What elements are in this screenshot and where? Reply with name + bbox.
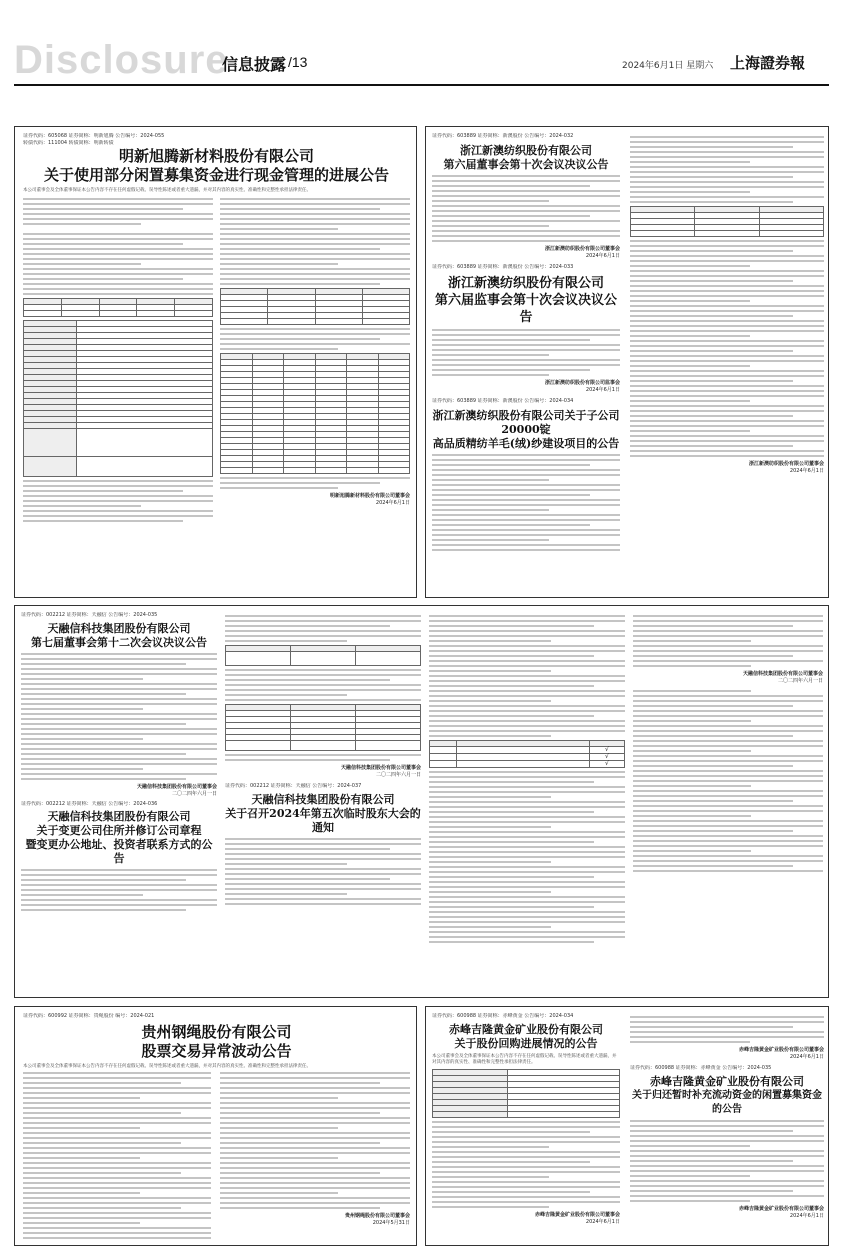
- buyback-table: [432, 1069, 620, 1118]
- page-number: /13: [288, 54, 308, 70]
- announcement-chifeng: [425, 1006, 829, 1246]
- stock-code-line: 证券代码：002212 证券简称：天融信 公告编号：2024-036: [21, 801, 158, 807]
- signature-date: 2024年6月1日: [585, 387, 620, 393]
- xinao-column-left: [432, 133, 620, 593]
- announcement-company: 浙江新澳纺织股份有限公司关于子公司20000锭: [432, 409, 620, 436]
- announcement-title: 第七届董事会第十二次会议决议公告: [31, 636, 207, 649]
- guizhou-column-left: [23, 1069, 211, 1239]
- product-table: [23, 298, 213, 317]
- body-text: [220, 198, 410, 285]
- management-list-table: [220, 353, 410, 474]
- signature-date: 2024年5月31日: [372, 1220, 410, 1226]
- announcement-company: 赤峰吉隆黄金矿业股份有限公司: [650, 1075, 804, 1088]
- tianrong-column-3: [429, 612, 625, 992]
- section-title: 信息披露: [222, 55, 287, 74]
- stock-code-line: 证券代码：603889 证券简称：新澳股份 公告编号：2024-034: [432, 398, 574, 404]
- issuer-signature: 赤峰吉隆黄金矿业股份有限公司董事会: [534, 1212, 620, 1218]
- stock-code-line: 证券代码：605068 证券简称：明新旭腾 公告编号：2024-055: [23, 133, 165, 139]
- announcement-company: 贵州钢绳股份有限公司: [141, 1023, 292, 1041]
- guizhou-column-right: [220, 1069, 410, 1239]
- announcement-company: 赤峰吉隆黄金矿业股份有限公司: [449, 1023, 603, 1036]
- liability-notice: 本公司董事会及全体董事保证本公告内容不存在任何虚假记载、误导性陈述或者重大遗漏，并对其内容的真实性、准确性和完整性承担法律责任。: [23, 1064, 311, 1069]
- stock-code-line: 证券代码：600988 证券简称：赤峰黄金 公告编号：2024-035: [630, 1065, 772, 1071]
- announcement-company: 天融信科技集团股份有限公司: [47, 810, 191, 823]
- body-column-right: [220, 195, 410, 591]
- announcement-title: 关于变更公司住所并修订公司章程: [36, 824, 202, 837]
- chifeng-column-left: [432, 1013, 620, 1241]
- check-mark: √: [589, 754, 624, 761]
- issuer-signature: 贵州钢绳股份有限公司董事会: [344, 1213, 410, 1219]
- issuer-signature: 明新旭腾新材料股份有限公司董事会: [329, 493, 410, 499]
- masthead-rule: [14, 84, 829, 86]
- charter-amendment-table: [225, 645, 421, 666]
- announcement-company: 天融信科技集团股份有限公司: [251, 793, 395, 806]
- issuer-signature: 浙江新澳纺织股份有限公司监事会: [544, 380, 620, 386]
- announcement-title: 高品质精纺羊毛(绒)纱建设项目的公告: [432, 437, 620, 450]
- announcement-mingxin: [14, 126, 417, 598]
- tianrong-column-2: [225, 612, 421, 992]
- announcement-company: 明新旭腾新材料股份有限公司: [118, 147, 314, 165]
- issuer-signature: 天融信科技集团股份有限公司董事会: [742, 671, 823, 677]
- announcement-company: 浙江新澳纺织股份有限公司: [447, 276, 604, 291]
- announcement-guizhou: [14, 1006, 417, 1246]
- stock-code-line: 证券代码：600988 证券简称：赤峰黄金 公告编号：2024-034: [432, 1013, 574, 1019]
- liability-notice: 本公司董事会及全体董事保证本公告内容不存在任何虚假记载、误导性陈述或者重大遗漏，并对其内容的真实性、准确性和完整性承担法律责任。: [432, 1054, 617, 1065]
- check-mark: √: [589, 761, 624, 768]
- announcement-title: 关于归还暂时补充流动资金的闲置募集资金的公告: [632, 1090, 822, 1115]
- investment-table: [630, 206, 824, 237]
- issuer-signature: 赤峰吉隆黄金矿业股份有限公司董事会: [738, 1047, 824, 1053]
- announcement-title: 关于股份回购进展情况的公告: [454, 1037, 598, 1050]
- signature-date: 二〇二四年六月一日: [171, 791, 217, 797]
- stock-code-line: 证券代码：603889 证券简称：新澳股份 公告编号：2024-033: [432, 264, 574, 270]
- announcement-title: 关于使用部分闲置募集资金进行现金管理的进展公告: [43, 166, 389, 184]
- contact-table: [225, 704, 421, 751]
- product-detail-table: [23, 320, 213, 477]
- signature-date: 2024年6月1日: [375, 500, 410, 506]
- announcement-title: 关于召开2024年第五次临时股东大会的通知: [225, 807, 421, 834]
- body-text: [23, 198, 213, 295]
- announcement-xinao: [425, 126, 829, 598]
- tianrong-column-1: [21, 612, 217, 992]
- tianrong-column-4: [633, 612, 823, 992]
- issuer-signature: 浙江新澳纺织股份有限公司董事会: [544, 246, 620, 252]
- stock-code-line: 证券代码：002212 证券简称：天融信 公告编号：2024-035: [21, 612, 158, 618]
- liability-notice: 本公司董事会及全体董事保证本公告内容不存在任何虚假记载、误导性陈述或者重大遗漏，并对其内容的真实性、准确性和完整性承担法律责任。: [23, 188, 311, 193]
- announcement-company: 浙江新澳纺织股份有限公司: [460, 144, 592, 157]
- announcement-title: 第六届监事会第十次会议决议公告: [434, 293, 617, 325]
- signature-date: 2024年6月1日: [585, 1219, 620, 1225]
- stock-code-line: 证券代码：600992 证券简称：贵绳股份 编号：2024-021: [23, 1013, 155, 1019]
- announcement-title: 第六届董事会第十次会议决议公告: [443, 158, 609, 171]
- issue-date: 2024年6月1日 星期六: [622, 61, 714, 71]
- check-mark: √: [589, 747, 624, 754]
- newspaper-name: 上海證券報: [730, 54, 806, 72]
- issuer-signature: 天融信科技集团股份有限公司董事会: [136, 784, 217, 790]
- xinao-column-right: [630, 133, 824, 593]
- issuer-signature: 浙江新澳纺织股份有限公司董事会: [748, 461, 824, 467]
- announcement-company: 天融信科技集团股份有限公司: [47, 622, 191, 635]
- signature-date: 2024年6月1日: [789, 1213, 824, 1219]
- redemption-table: [220, 288, 410, 325]
- stock-code-line: 证券代码：603889 证券简称：新澳股份 公告编号：2024-032: [432, 133, 574, 139]
- announcement-title: 股票交易异常波动公告: [141, 1042, 292, 1060]
- section-brand-word: Disclosure: [14, 38, 229, 82]
- proposal-table: [429, 740, 625, 768]
- signature-date: 二〇二四年六月一日: [777, 678, 823, 684]
- signature-date: 2024年6月1日: [789, 1054, 824, 1060]
- issuer-signature: 天融信科技集团股份有限公司董事会: [340, 765, 421, 771]
- signature-date: 2024年6月1日: [789, 468, 824, 474]
- body-column-left: [23, 195, 213, 591]
- stock-code-line: 证券代码：002212 证券简称：天融信 公告编号：2024-037: [225, 783, 362, 789]
- chifeng-column-right: [630, 1013, 824, 1241]
- bond-code-line: 转债代码：111004 转债简称：明新转债: [23, 140, 114, 146]
- announcement-subtitle: 暨变更办公地址、投资者联系方式的公告: [25, 838, 213, 865]
- signature-date: 2024年6月1日: [585, 253, 620, 259]
- issuer-signature: 赤峰吉隆黄金矿业股份有限公司董事会: [738, 1206, 824, 1212]
- announcement-tianrongxin: [14, 605, 829, 998]
- signature-date: 二〇二四年六月一日: [375, 772, 421, 778]
- page-masthead: [0, 0, 843, 88]
